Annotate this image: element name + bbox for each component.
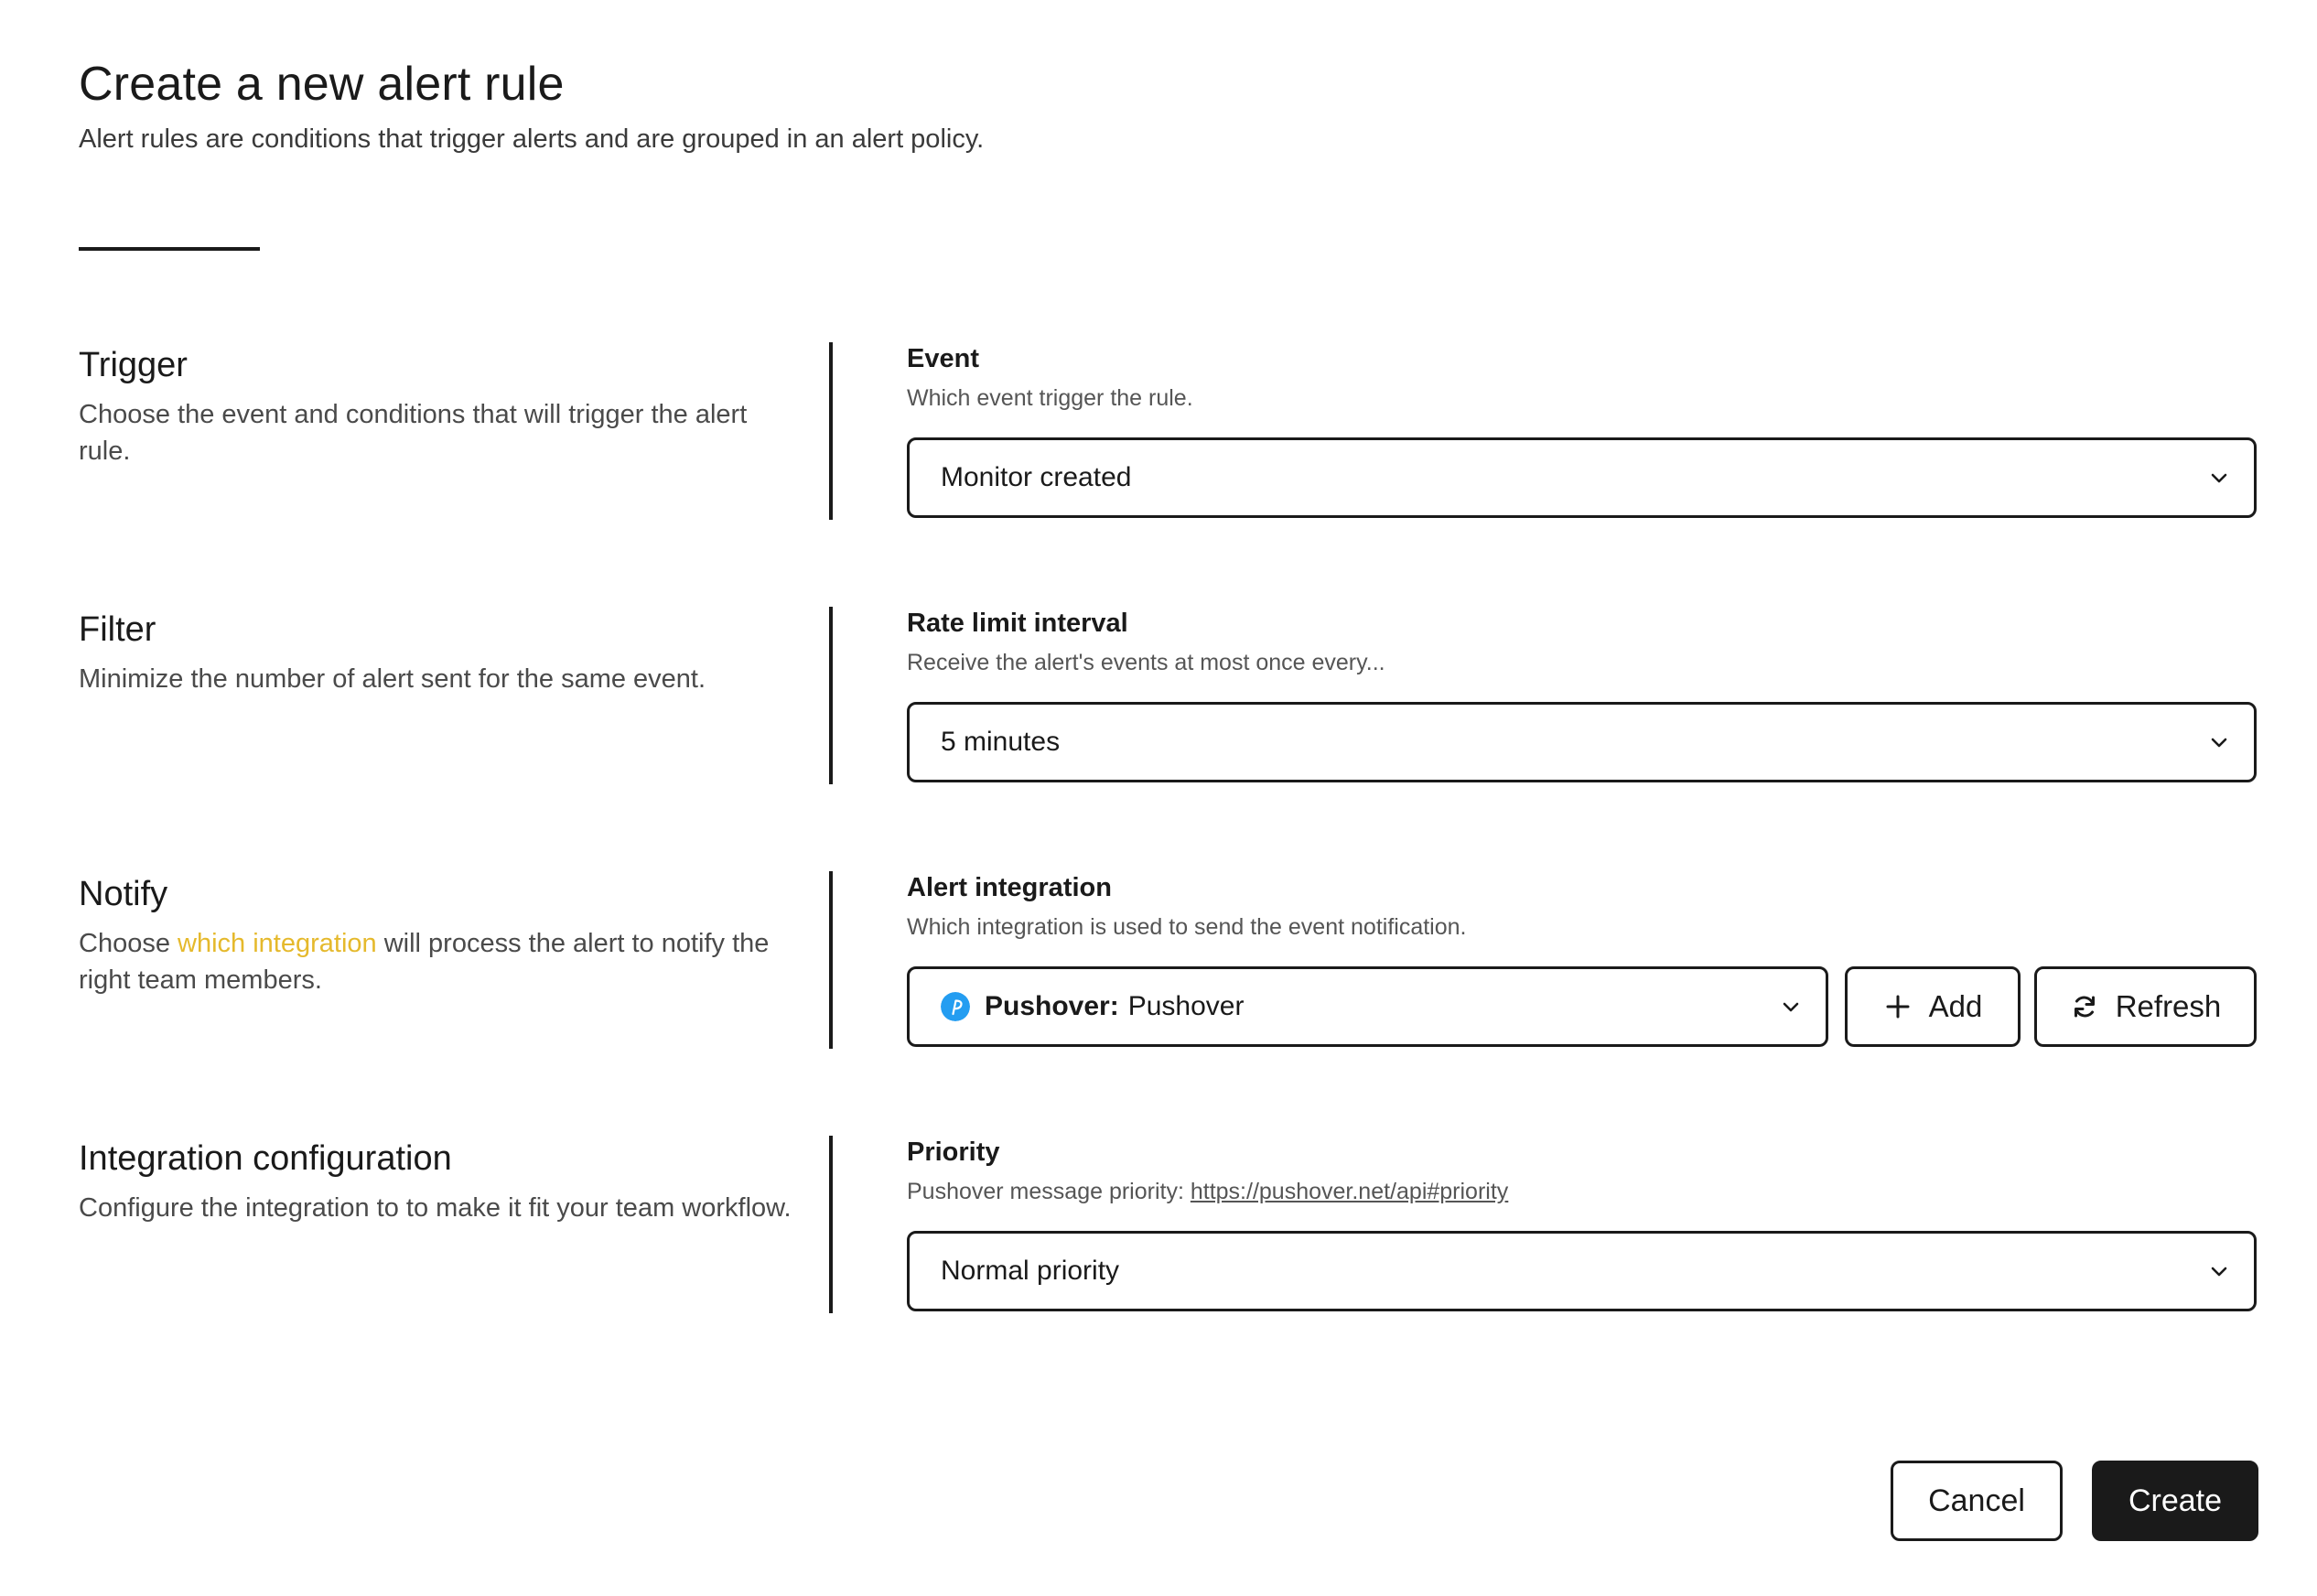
- chevron-down-icon: [2208, 1260, 2230, 1282]
- section-trigger: [79, 342, 2257, 520]
- section-divider: [829, 1136, 833, 1313]
- refresh-button-label: Refresh: [2115, 989, 2222, 1023]
- page-title: Create a new alert rule: [79, 58, 565, 111]
- field-help-text: Pushover message priority:: [907, 1179, 1191, 1204]
- create-button[interactable]: Create: [2092, 1461, 2258, 1541]
- rate-limit-field: [907, 607, 2257, 757]
- rate-limit-select[interactable]: [907, 702, 2257, 782]
- section-title: Filter: [79, 610, 156, 649]
- section-integration-configuration-info: [79, 1136, 792, 1226]
- plus-icon: [1883, 992, 1913, 1021]
- event-select-value: Monitor created: [941, 462, 1132, 492]
- field-help: Receive the alert's events at most once every...: [907, 650, 1385, 675]
- section-description: Configure the integration to to make it fit your team workflow.: [79, 1193, 792, 1223]
- section-notify: [79, 871, 2257, 1049]
- integration-name: Pushover: [1127, 991, 1245, 1021]
- add-integration-button[interactable]: [1845, 966, 2021, 1047]
- field-help: Which integration is used to send the event notification.: [907, 914, 1467, 940]
- integration-select[interactable]: [907, 966, 1828, 1047]
- section-divider: [829, 342, 833, 520]
- section-divider: [829, 607, 833, 784]
- section-trigger-info: [79, 342, 792, 469]
- chevron-down-icon: [2208, 467, 2230, 489]
- integration-type: Pushover:: [985, 991, 1119, 1021]
- page-subtitle: Alert rules are conditions that trigger alerts and are grouped in an alert policy.: [79, 124, 985, 154]
- section-divider: [829, 871, 833, 1049]
- event-field: [907, 342, 2257, 492]
- description-text: will process the alert to notify the right team members.: [79, 929, 770, 995]
- priority-select[interactable]: [907, 1231, 2257, 1311]
- rate-limit-select-value: 5 minutes: [941, 727, 1061, 757]
- field-label: Priority: [907, 1138, 1000, 1167]
- cancel-button[interactable]: Cancel: [1891, 1461, 2063, 1541]
- chevron-down-icon: [2208, 731, 2230, 753]
- field-label: Rate limit interval: [907, 609, 1128, 638]
- refresh-integrations-button[interactable]: [2034, 966, 2257, 1047]
- priority-field: [907, 1136, 2257, 1286]
- section-notify-info: [79, 871, 792, 998]
- add-button-label: Add: [1928, 989, 1983, 1023]
- pushover-priority-link[interactable]: https://pushover.net/api#priority: [1190, 1179, 1509, 1204]
- section-filter: [79, 607, 2257, 784]
- field-help: [907, 1179, 2257, 1205]
- which-integration-link[interactable]: which integration: [178, 929, 377, 958]
- section-description: [79, 925, 792, 998]
- section-description: Choose the event and conditions that will trigger the alert rule.: [79, 400, 748, 466]
- section-title: Trigger: [79, 346, 188, 384]
- section-description: Minimize the number of alert sent for the same event.: [79, 664, 706, 694]
- priority-select-value: Normal priority: [941, 1256, 1120, 1286]
- section-integration-configuration: [79, 1136, 2257, 1313]
- field-label: Event: [907, 344, 979, 373]
- alert-integration-field: [907, 871, 2257, 1023]
- section-title: Notify: [79, 875, 168, 913]
- refresh-icon: [2070, 992, 2099, 1021]
- section-filter-info: [79, 607, 792, 697]
- section-title: Integration configuration: [79, 1139, 452, 1178]
- description-text: Choose: [79, 929, 178, 958]
- event-select[interactable]: [907, 437, 2257, 518]
- pushover-logo-icon: [941, 992, 970, 1021]
- chevron-down-icon: [1780, 996, 1802, 1018]
- field-label: Alert integration: [907, 873, 1112, 902]
- title-underline: [79, 247, 260, 251]
- field-help: Which event trigger the rule.: [907, 385, 1193, 411]
